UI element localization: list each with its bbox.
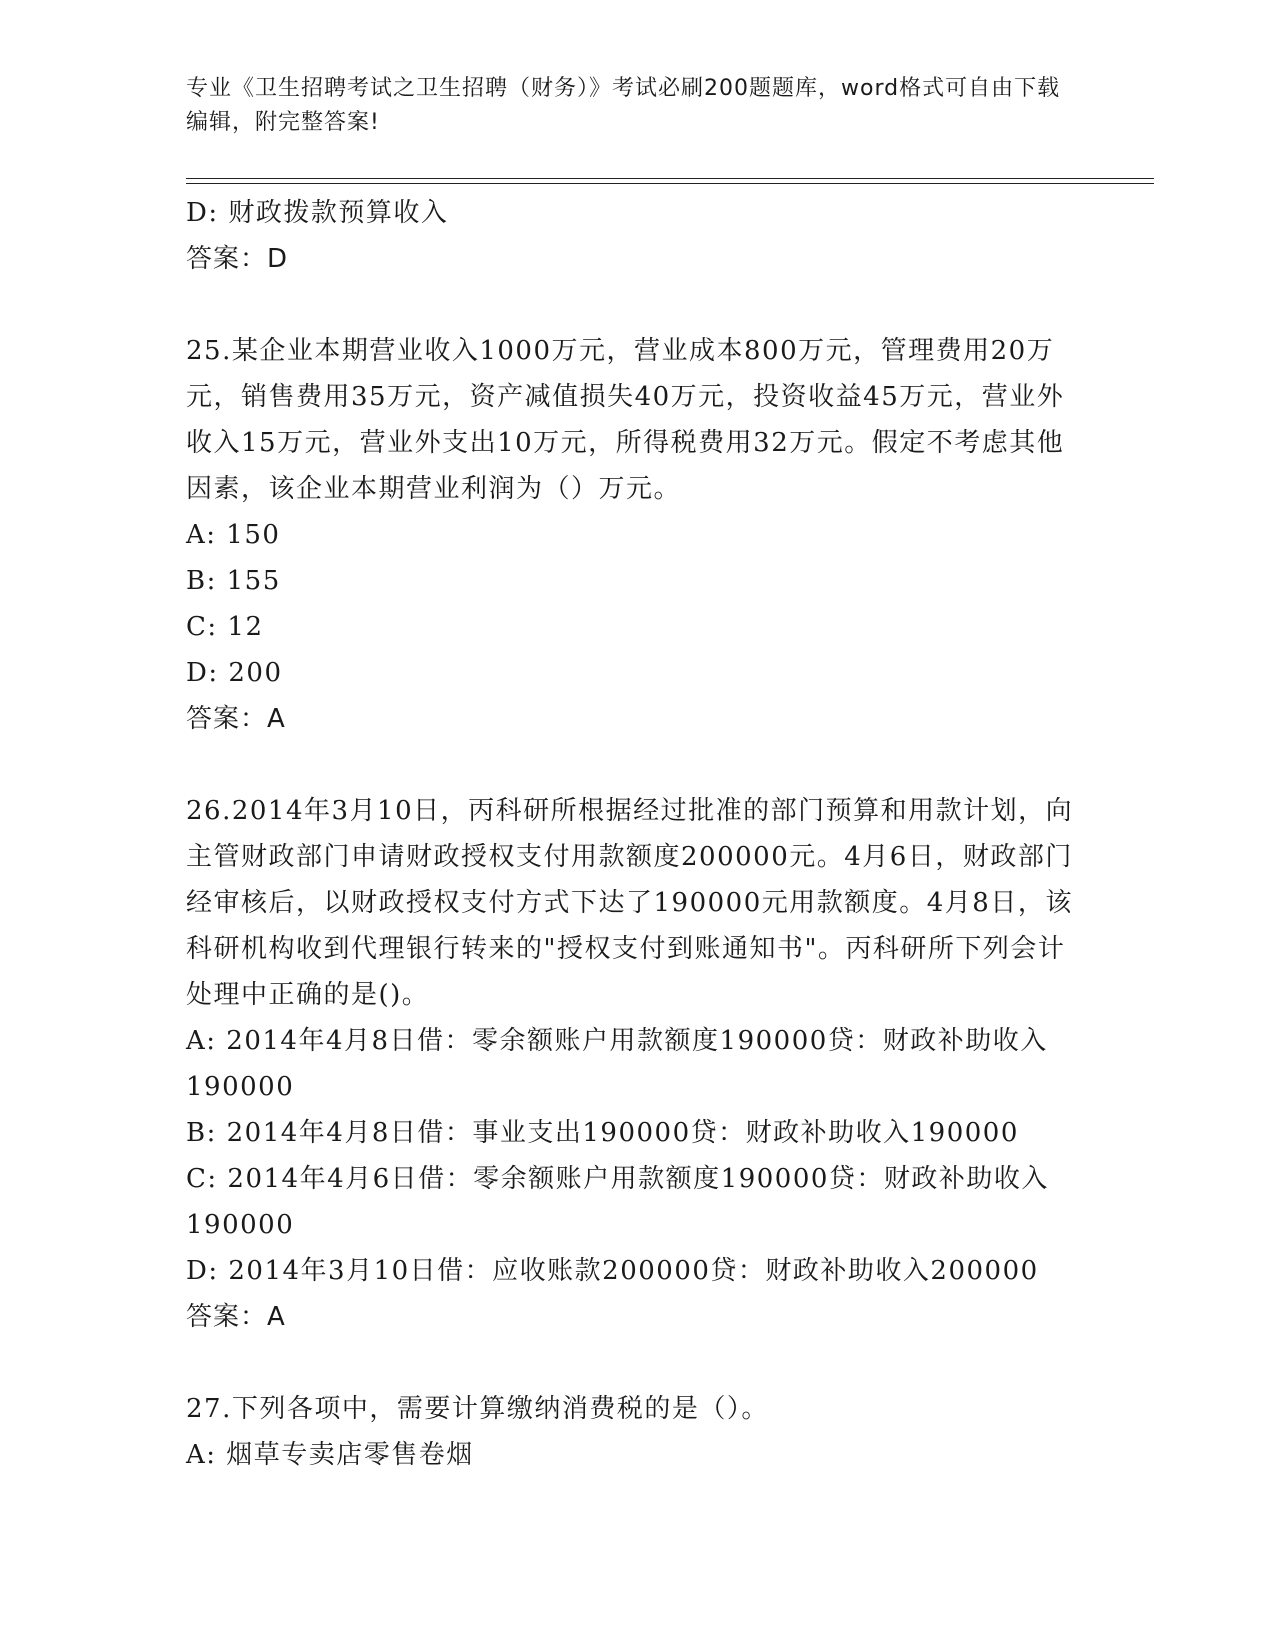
prev-option-d: D: 财政拨款预算收入 — [186, 198, 449, 228]
spacer — [186, 282, 1086, 328]
option-d: D: 200 — [186, 658, 283, 688]
question-27 — [186, 1386, 1086, 1478]
spacer — [186, 742, 1086, 788]
spacer — [186, 1340, 1086, 1386]
question-list — [186, 190, 1086, 1478]
question-stem: 27.下列各项中，需要计算缴纳消费税的是（）。 — [186, 1394, 769, 1424]
option-a: A: 2014年4月8日借：零余额账户用款额度190000贷：财政补助收入190000 — [186, 1026, 1048, 1102]
option-c: C: 2014年4月6日借：零余额账户用款额度190000贷：财政补助收入190000 — [186, 1164, 1049, 1240]
option-a: A: 烟草专卖店零售卷烟 — [186, 1440, 474, 1470]
header-divider-bottom — [186, 183, 1154, 184]
option-b: B: 155 — [186, 566, 281, 596]
option-c: C: 12 — [186, 612, 264, 642]
header-divider-top — [186, 178, 1154, 179]
header-title: 专业《卫生招聘考试之卫生招聘（财务）》考试必刷200题题库，word格式可自由下载编辑，附完整答案! — [186, 76, 1061, 135]
question-25 — [186, 328, 1086, 742]
question-26 — [186, 788, 1086, 1340]
document-header — [186, 72, 1066, 140]
prev-answer: 答案：D — [186, 244, 289, 274]
answer: 答案：A — [186, 704, 286, 734]
option-a: A: 150 — [186, 520, 281, 550]
answer: 答案：A — [186, 1302, 286, 1332]
question-stem: 25.某企业本期营业收入1000万元，营业成本800万元，管理费用20万元，销售费用35万元，资产减值损失40万元，投资收益45万元，营业外收入15万元，营业外支出10万元，所得税费用32万元。假定不考虑其他因素，该企业本期营业利润为（）万元。 — [186, 336, 1065, 504]
option-d: D: 2014年3月10日借：应收账款200000贷：财政补助收入200000 — [186, 1256, 1039, 1286]
option-b: B: 2014年4月8日借：事业支出190000贷：财政补助收入190000 — [186, 1118, 1019, 1148]
question-stem: 26.2014年3月10日，丙科研所根据经过批准的部门预算和用款计划，向主管财政部门申请财政授权支付用款额度200000元。4月6日，财政部门经审核后，以财政授权支付方式下达了190000元用款额度。4月8日，该科研机构收到代理银行转来的"授权支付到账通知书"。丙科研所下列会计处理中正确的是()。 — [186, 796, 1074, 1010]
